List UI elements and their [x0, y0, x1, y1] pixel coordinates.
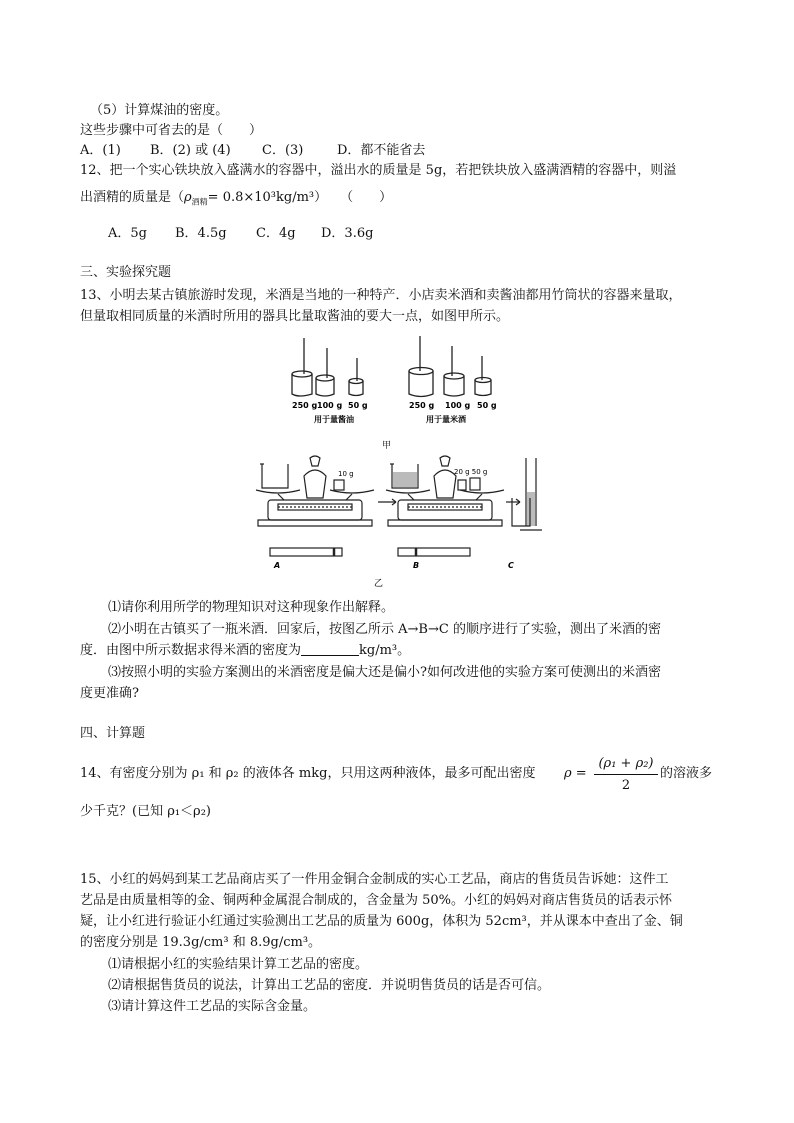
fig-jia-right-caption: 用于量米酒	[426, 415, 466, 424]
q14-line1-pre: 14、有密度分别为 ρ₁ 和 ρ₂ 的液体各 mkg，只用这两种液体，最多可配出密度	[80, 766, 536, 781]
fig-yi-letter-c: C	[508, 561, 514, 570]
q14-line1-post: 的溶液多	[660, 766, 713, 781]
q11-option-a: A．(1)	[80, 143, 121, 158]
q13-sub3-line2: 度更准确?	[80, 686, 139, 701]
q11-question: 这些步骤中可省去的是（ ）	[80, 123, 263, 138]
q12-line2	[80, 190, 392, 211]
q13-sub2-line2-post: kg/m³。	[359, 643, 411, 658]
q11-option-d: D．都不能省去	[337, 143, 426, 158]
q12-line2-pre: 出酒精的质量是（	[80, 190, 185, 205]
q12-option-c: C．4g	[256, 226, 296, 241]
fig-jia-left-mass-100: 100 g	[317, 401, 343, 410]
q12-option-d: D．3.6g	[321, 226, 374, 241]
fraction-bar	[594, 774, 658, 775]
fig-jia-left-mass-250: 250 g	[292, 401, 318, 410]
q12-line2-post: = 0.8×10³kg/m³） （ ）	[207, 190, 393, 205]
q15-line2: 艺品是由质量相等的金、铜两种金属混合制成的，含金量为 50%。小红的妈妈对商店售货员的话表示怀	[80, 893, 673, 908]
q12-option-a: A．5g	[108, 226, 147, 241]
rho-subscript: 酒精	[191, 197, 208, 207]
q15-line1: 15、小红的妈妈到某工艺品商店买了一件用金铜合金制成的实心工艺品，商店的售货员告诉她：这件工	[80, 872, 669, 887]
q12-option-b: B．4.5g	[175, 226, 227, 241]
section-3-title: 三、实验探究题	[80, 265, 172, 280]
q11-step5: （5）计算煤油的密度。	[90, 103, 229, 118]
q14-formula-numerator: (ρ₁ + ρ₂)	[598, 756, 654, 771]
q14-formula-denominator: 2	[621, 778, 631, 793]
fig-yi-letter-a: A	[274, 561, 281, 570]
q15-sub3: ⑶请计算这件工艺品的实际含金量。	[108, 999, 317, 1014]
q15-sub1: ⑴请根据小红的实验结果计算工艺品的密度。	[108, 957, 369, 972]
figure-yi	[248, 452, 548, 592]
rho-symbol: ρ	[184, 190, 192, 205]
q12-line1: 12、把一个实心铁块放入盛满水的容器中，溢出水的质量是 5g，若把铁块放入盛满酒精的容器中，则溢	[80, 163, 677, 178]
figure-jia	[270, 330, 510, 452]
q15-line4: 的密度分别是 19.3g/cm³ 和 8.9g/cm³。	[80, 935, 322, 950]
fig-yi-label: 乙	[374, 579, 384, 589]
q13-sub2-line2-pre: 度．由图中所示数据求得米酒的密度为	[80, 643, 302, 658]
fig-jia-label: 甲	[382, 441, 392, 451]
section-4-title: 四、计算题	[80, 726, 146, 741]
q13-line2: 但量取相同质量的米酒时所用的器具比量取酱油的要大一点，如图甲所示。	[80, 309, 510, 324]
q13-sub2-line1: ⑵小明在古镇买了一瓶米酒．回家后，按图乙所示 A→B→C 的顺序进行了实验，测出了米酒的密	[108, 622, 661, 637]
q15-line3: 疑，让小红进行验证小红通过实验测出工艺品的质量为 600g，体积为 52cm³，并从课本中查出了金、铜	[80, 914, 683, 929]
fig-jia-right-mass-100: 100 g	[445, 401, 471, 410]
q14-formula-lhs: ρ =	[564, 766, 587, 781]
q13-sub2-line2	[80, 643, 410, 659]
fig-yi-weight-a: 10 g	[338, 470, 354, 478]
q13-line1: 13、小明去某古镇旅游时发现，米酒是当地的一种特产．小店卖米酒和卖酱油都用竹筒状的容器来量取，	[80, 288, 682, 303]
q13-sub3-line1: ⑶按照小明的实验方案测出的米酒密度是偏大还是偏小?如何改进他的实验方案可使测出的米酒密	[108, 665, 661, 680]
q14-line2: 少千克？(已知 ρ₁＜ρ₂)	[80, 804, 211, 819]
q11-option-b: B．(2) 或 (4)	[150, 143, 231, 158]
fig-jia-right-mass-250: 250 g	[409, 401, 435, 410]
fig-jia-right-mass-50: 50 g	[477, 401, 497, 410]
q15-sub2: ⑵请根据售货员的说法，计算出工艺品的密度．并说明售货员的话是否可信。	[108, 978, 551, 993]
fig-jia-left-mass-50: 50 g	[348, 401, 368, 410]
fig-jia-left-caption: 用于量酱油	[314, 415, 354, 424]
q11-option-c: C．(3)	[262, 143, 304, 158]
answer-blank[interactable]	[301, 643, 359, 656]
fig-yi-weight-b: 20 g 50 g	[454, 468, 488, 476]
fig-yi-letter-b: B	[413, 561, 420, 570]
q13-sub1: ⑴请你利用所学的物理知识对这种现象作出解释。	[108, 600, 395, 615]
